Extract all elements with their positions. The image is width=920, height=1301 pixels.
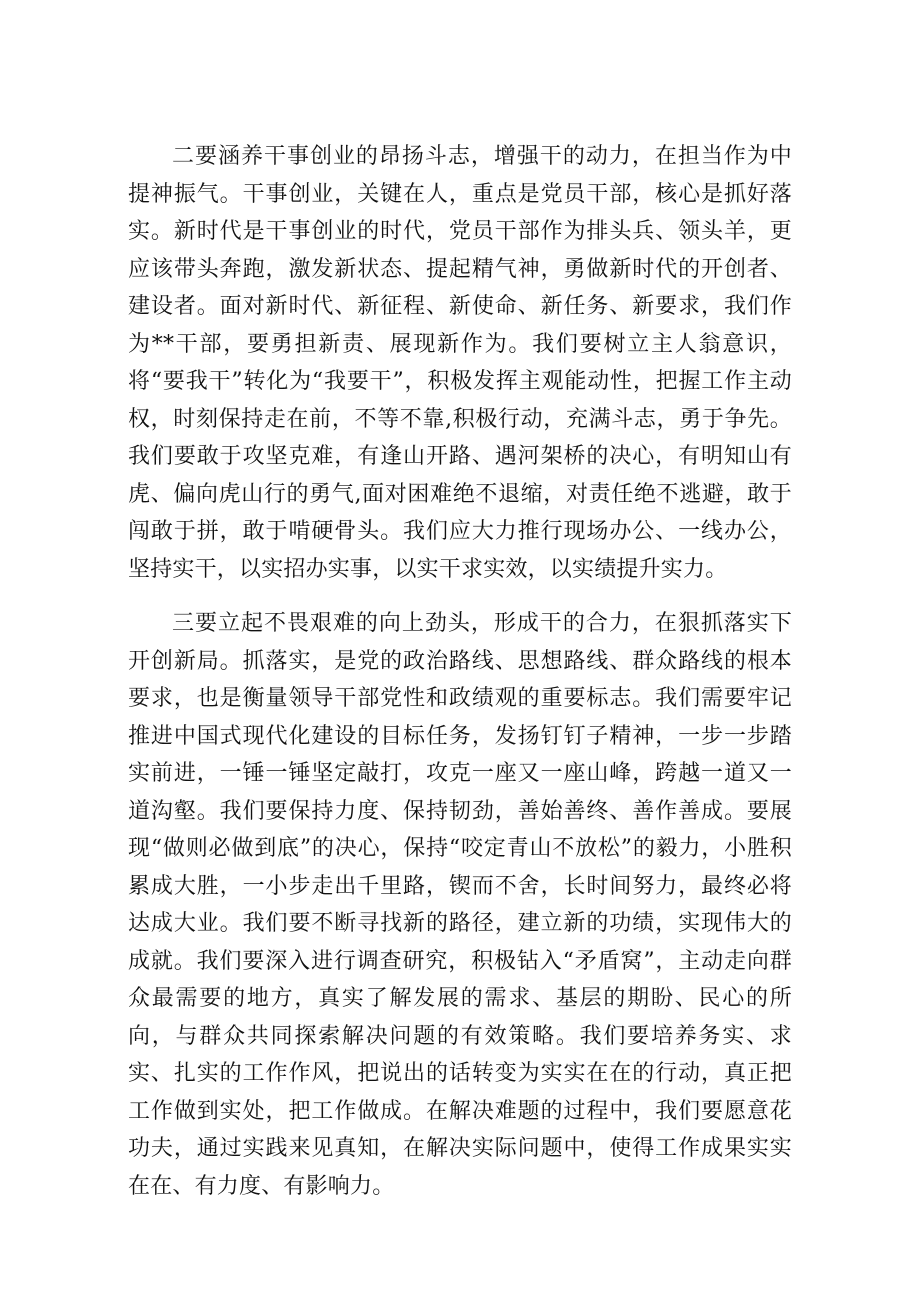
paragraph-two: 二要涵养干事创业的昂扬斗志，增强干的动力，在担当作为中提神振气。干事创业，关键在人，重点是党员干部，核心是抓好落实。新时代是干事创业的时代，党员干部作为排头兵、领头羊，更应该带头奔跑，激发新状态、提起精气神，勇做新时代的开创者、建设者。面对新时代、新征程、新使命、新任务、新要求，我们作为**干部，要勇担新责、展现新作为。我们要树立主人翁意识，将“要我干”转化为“我要干”，积极发挥主观能动性，把握工作主动权，时刻保持走在前，不等不靠,积极行动，充满斗志，勇于争先。我们要敢于攻坚克难，有逢山开路、遇河架桥的决心，有明知山有虎、偏向虎山行的勇气,面对困难绝不退缩，对责任绝不逃避，敢于闯敢于拼，敢于啃硬骨头。我们应大力推行现场办公、一线办公，坚持实干，以实招办实事，以实干求实效，以实绩提升实力。	[128, 144, 792, 582]
document-body	[128, 138, 792, 1205]
paragraph-three: 三要立起不畏艰难的向上劲头，形成干的合力，在狠抓落实下开创新局。抓落实，是党的政治路线、思想路线、群众路线的根本要求，也是衡量领导干部党性和政绩观的重要标志。我们需要牢记推进中国式现代化建设的目标任务，发扬钉钉子精神，一步一步踏实前进，一锤一锤坚定敲打，攻克一座又一座山峰，跨越一道又一道沟壑。我们要保持力度、保持韧劲，善始善终、善作善成。要展现“做则必做到底”的决心，保持“咬定青山不放松”的毅力，小胜积累成大胜，一小步走出千里路，锲而不舍，长时间努力，最终必将达成大业。我们要不断寻找新的路径，建立新的功绩，实现伟大的成就。我们要深入进行调查研究，积极钻入“矛盾窝”，主动走向群众最需要的地方，真实了解发展的需求、基层的期盼、民心的所向，与群众共同探索解决问题的有效策略。我们要培养务实、求实、扎实的工作作风，把说出的话转变为实实在在的行动，真正把工作做到实处，把工作做成。在解决难题的过程中，我们要愿意花功夫，通过实践来见真知，在解决实际问题中，使得工作成果实实在在、有力度、有影响力。	[128, 611, 792, 1199]
